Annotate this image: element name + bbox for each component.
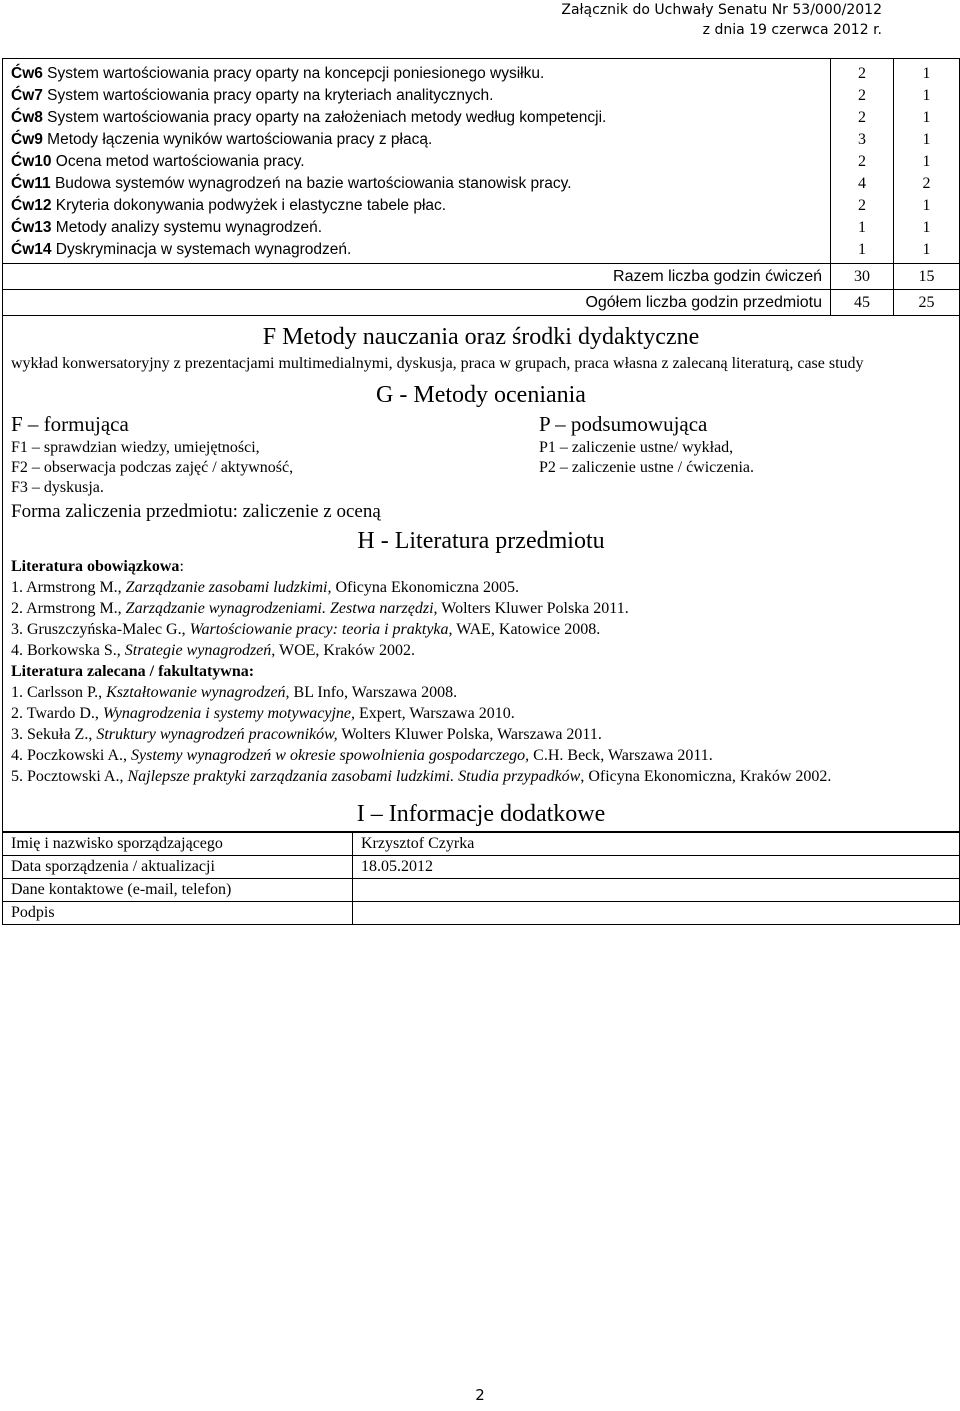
section-i-title: I – Informacje dodatkowe	[356, 801, 606, 827]
exercises-total-h2: 15	[918, 268, 935, 285]
document-header	[561, 0, 882, 40]
exercise-code: Ćw12	[11, 197, 52, 214]
literature-title: Struktury wynagrodzeń pracowników,	[96, 726, 338, 743]
literature-publisher: WAE, Katowice 2008.	[452, 621, 601, 638]
literature-publisher: , Oficyna Ekonomiczna, Kraków 2002.	[580, 768, 832, 785]
literature-separator: ,	[119, 768, 128, 785]
exercise-item	[11, 63, 830, 85]
syllabus-table	[2, 58, 960, 925]
exercise-hours-2: 1	[922, 219, 931, 236]
literature-title: Kształtowanie wynagrodzeń,	[106, 684, 290, 701]
exercise-code: Ćw13	[11, 219, 52, 236]
formative-assessment	[11, 410, 539, 498]
exercise-code: Ćw11	[11, 175, 51, 192]
literature-publisher: Wolters Kluwer Polska, Warszawa 2011.	[337, 726, 602, 743]
info-label: Podpis	[3, 902, 353, 924]
page-number: 2	[475, 1386, 485, 1404]
literature-author: 4. Poczkowski A.	[11, 747, 123, 764]
literature-publisher: Expert, Warszawa 2010.	[355, 705, 515, 722]
exercises-total-row	[3, 264, 959, 290]
info-label: Data sporządzenia / aktualizacji	[3, 856, 353, 878]
exercise-hours-2: 1	[922, 241, 931, 258]
literature-author: 4. Borkowska S.	[11, 642, 117, 659]
exercise-title: Metody łączenia wyników wartościowania pracy z płacą.	[42, 131, 433, 148]
literature-publisher: Wolters Kluwer Polska 2011.	[437, 600, 629, 617]
literature-author: 3. Sekuła Z.	[11, 726, 89, 743]
literature-item	[11, 640, 951, 661]
info-value: 18.05.2012	[361, 858, 433, 875]
literature-title: Systemy wynagrodzeń w okresie spowolnienia gospodarczego,	[131, 747, 530, 764]
assessment-methods	[3, 410, 959, 498]
info-row	[3, 902, 959, 924]
literature-item	[11, 724, 951, 745]
section-g-title: G - Metody oceniania	[376, 382, 586, 408]
literature-item	[11, 577, 951, 598]
literature-title: Najlepsze praktyki zarządzania zasobami ludzkimi. Studia przypadków	[127, 768, 581, 785]
exercise-hours-2: 1	[922, 87, 931, 104]
literature-item	[11, 766, 951, 787]
exercise-hours-1: 2	[858, 153, 866, 170]
info-label: Dane kontaktowe (e-mail, telefon)	[3, 879, 353, 901]
exercises-total-h1: 30	[831, 264, 894, 289]
required-literature-colon: :	[179, 558, 184, 575]
literature-item	[11, 745, 951, 766]
assessment-form-value: zaliczenie z oceną	[237, 501, 381, 522]
header-line-1: Załącznik do Uchwały Senatu Nr 53/000/2012	[561, 2, 882, 18]
literature-publisher: Oficyna Ekonomiczna 2005.	[331, 579, 519, 596]
recommended-literature-label: Literatura zalecana / fakultatywna:	[11, 663, 255, 680]
literature-title: Zarządzanie zasobami ludzkimi,	[125, 579, 332, 596]
recommended-literature-heading	[11, 661, 951, 682]
info-label: Imię i nazwisko sporządzającego	[3, 833, 353, 855]
exercises-total-label: Razem liczba godzin ćwiczeń	[3, 264, 831, 289]
exercise-item	[11, 217, 830, 239]
exercise-code: Ćw14	[11, 241, 52, 258]
exercise-hours-col1	[831, 59, 894, 263]
exercise-hours-1: 3	[858, 131, 866, 148]
section-f-title: F Metody nauczania oraz środki dydaktyczne	[262, 324, 700, 350]
formative-item: F2 – obserwacja podczas zajęć / aktywność,	[11, 459, 294, 476]
exercises-row	[3, 59, 959, 264]
exercise-item	[11, 151, 830, 173]
exercise-code: Ćw8	[11, 109, 43, 126]
exercise-title: Dyskryminacja w systemach wynagrodzeń.	[51, 241, 352, 258]
exercise-item	[11, 85, 830, 107]
literature-separator: ,	[98, 684, 107, 701]
exercise-hours-1: 1	[858, 219, 866, 236]
literature-item	[11, 703, 951, 724]
exercise-hours-1: 4	[858, 175, 866, 192]
literature-title: Wynagrodzenia i systemy motywacyjne,	[102, 705, 355, 722]
additional-info-table	[3, 832, 959, 924]
literature-title: Zarządzanie wynagrodzeniami. Zestwa narzędzi,	[125, 600, 438, 617]
exercise-hours-1: 2	[858, 87, 866, 104]
required-literature-label: Literatura obowiązkowa	[11, 558, 180, 575]
exercise-title: System wartościowania pracy oparty na założeniach metody według kompetencji.	[42, 109, 607, 126]
literature-separator: ,	[123, 747, 131, 764]
summative-title: P – podsumowująca	[539, 412, 708, 436]
summative-item: P2 – zaliczenie ustne / ćwiczenia.	[539, 459, 755, 476]
overall-total-row	[3, 290, 959, 316]
literature-author: 3. Gruszczyńska-Malec G.	[11, 621, 182, 638]
literature-title: Strategie wynagrodzeń,	[124, 642, 276, 659]
info-value	[353, 879, 959, 901]
literature	[3, 556, 959, 791]
literature-separator: ,	[88, 726, 97, 743]
info-value: Krzysztof Czyrka	[361, 835, 475, 852]
literature-item	[11, 682, 951, 703]
literature-publisher: BL Info, Warszawa 2008.	[289, 684, 458, 701]
exercise-item	[11, 173, 830, 195]
exercise-hours-col2	[894, 59, 959, 263]
info-value	[353, 902, 959, 924]
exercise-hours-2: 1	[922, 65, 931, 82]
exercise-hours-1: 2	[858, 109, 866, 126]
literature-separator: ,	[117, 579, 126, 596]
literature-publisher: WOE, Kraków 2002.	[275, 642, 415, 659]
exercise-hours-1: 2	[858, 197, 866, 214]
literature-author: 1. Carlsson P.	[11, 684, 99, 701]
literature-separator: ,	[94, 705, 103, 722]
exercise-code: Ćw6	[11, 65, 43, 82]
exercise-hours-2: 1	[922, 197, 931, 214]
exercise-title: System wartościowania pracy oparty na kryteriach analitycznych.	[42, 87, 494, 104]
summative-item: P1 – zaliczenie ustne/ wykład,	[539, 439, 734, 456]
formative-item: F3 – dyskusja.	[11, 479, 104, 496]
literature-separator: ,	[181, 621, 190, 638]
info-row	[3, 879, 959, 902]
info-row	[3, 856, 959, 879]
literature-author: 2. Twardo D.	[11, 705, 95, 722]
formative-item: F1 – sprawdzian wiedzy, umiejętności,	[11, 439, 260, 456]
required-literature-list	[11, 577, 951, 661]
literature-separator: ,	[116, 642, 125, 659]
required-literature-heading	[11, 556, 951, 577]
assessment-form-label: Forma zaliczenia przedmiotu:	[11, 501, 238, 522]
exercise-hours-2: 1	[922, 153, 931, 170]
exercise-hours-2: 1	[922, 109, 931, 126]
exercise-title: Ocena metod wartościowania pracy.	[51, 153, 305, 170]
exercise-title: Budowa systemów wynagrodzeń na bazie wartościowania stanowisk pracy.	[50, 175, 572, 192]
exercise-title: System wartościowania pracy oparty na koncepcji poniesionego wysiłku.	[42, 65, 545, 82]
exercise-code: Ćw10	[11, 153, 52, 170]
exercise-hours-2: 1	[922, 131, 931, 148]
summative-assessment	[539, 410, 951, 498]
exercise-item	[11, 129, 830, 151]
exercise-item	[11, 195, 830, 217]
overall-total-label: Ogółem liczba godzin przedmiotu	[3, 290, 831, 315]
literature-author: 1. Armstrong M.	[11, 579, 118, 596]
formative-list	[11, 438, 539, 498]
formative-title: F – formująca	[11, 412, 129, 436]
exercise-code: Ćw9	[11, 131, 43, 148]
exercise-hours-1: 2	[858, 65, 866, 82]
literature-publisher: C.H. Beck, Warszawa 2011.	[529, 747, 713, 764]
exercise-title: Kryteria dokonywania podwyżek i elastyczne tabele płac.	[51, 197, 447, 214]
assessment-form	[3, 498, 959, 524]
exercise-code: Ćw7	[11, 87, 43, 104]
exercise-title: Metody analizy systemu wynagrodzeń.	[51, 219, 323, 236]
literature-author: 5. Pocztowski A.	[11, 768, 120, 785]
literature-separator: ,	[117, 600, 126, 617]
literature-item	[11, 619, 951, 640]
info-row	[3, 832, 959, 856]
exercise-topics	[3, 59, 831, 263]
exercise-hours-1: 1	[858, 241, 866, 258]
exercise-item	[11, 239, 830, 261]
literature-title: Wartościowanie pracy: teoria i praktyka,	[189, 621, 453, 638]
header-line-2: z dnia 19 czerwca 2012 r.	[702, 22, 882, 38]
summative-list	[539, 438, 951, 478]
overall-total-h1: 45	[831, 290, 894, 315]
section-h-title: H - Literatura przedmiotu	[357, 528, 605, 554]
literature-author: 2. Armstrong M.	[11, 600, 118, 617]
overall-total-h2: 25	[918, 294, 935, 311]
recommended-literature-list	[11, 682, 951, 787]
exercise-hours-2: 2	[922, 175, 931, 192]
section-f	[3, 316, 959, 832]
section-f-text: wykład konwersatoryjny z prezentacjami multimedialnymi, dyskusja, praca w grupach, praca własna z zalecaną literaturą, case study	[11, 355, 864, 372]
literature-item	[11, 598, 951, 619]
exercise-item	[11, 107, 830, 129]
